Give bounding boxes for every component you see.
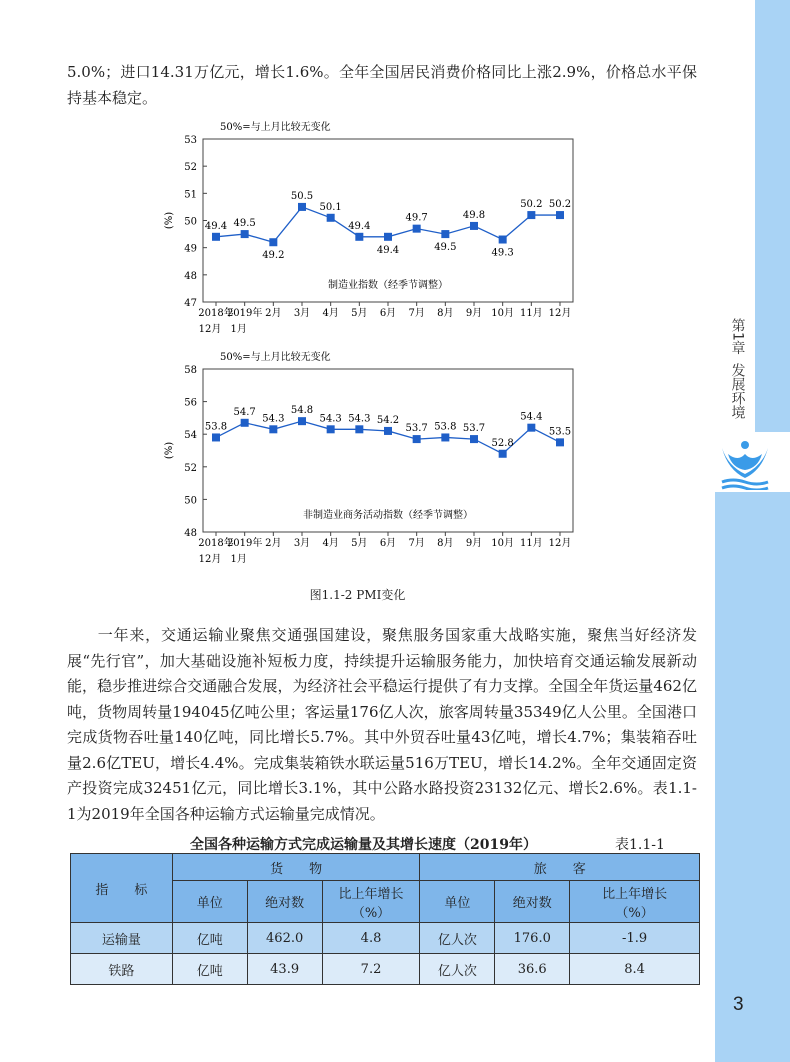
table-row xyxy=(71,954,700,985)
data-point xyxy=(355,233,363,241)
data-label: 52.8 xyxy=(491,437,514,449)
paragraph-intro: 5.0%；进口14.31万亿元，增长1.6%。全年全国居民消费价格同比上涨2.9%，价格总水平保持基本稳定。 xyxy=(67,63,697,107)
y-tick-label: 52 xyxy=(184,162,197,174)
x-tick-label: 4月 xyxy=(322,308,339,319)
data-label: 53.7 xyxy=(405,423,428,435)
data-point xyxy=(499,450,507,458)
x-tick-label: 8月 xyxy=(437,538,454,549)
growth-label: 比上年增长 xyxy=(602,886,668,902)
x-tick-label: 4月 xyxy=(322,538,339,549)
chapter-logo-icon xyxy=(718,440,772,490)
chapter-label xyxy=(727,318,747,419)
x-tick-label: 10月 xyxy=(491,538,515,549)
header-passenger-abs: 绝对数 xyxy=(495,881,570,923)
x-tick-label: 11月 xyxy=(519,308,543,319)
data-label: 54.2 xyxy=(376,414,400,426)
data-point xyxy=(527,424,535,432)
chart-note: 50%=与上月比较无变化 xyxy=(220,352,331,363)
pct-label: （%） xyxy=(615,905,654,921)
x-tick-label: 12月 xyxy=(548,308,572,319)
y-tick-label: 56 xyxy=(184,397,197,409)
data-label: 49.3 xyxy=(491,247,514,259)
data-label: 49.4 xyxy=(348,220,371,232)
data-label: 54.8 xyxy=(290,405,314,417)
y-tick-label: 51 xyxy=(184,189,197,201)
data-point xyxy=(355,425,363,433)
x-tick-label: 12月 xyxy=(548,538,572,549)
y-tick-label: 49 xyxy=(184,243,197,255)
data-label: 54.3 xyxy=(348,413,371,425)
x-tick-label: 9月 xyxy=(465,538,483,549)
data-point xyxy=(327,214,335,222)
manufacturing-pmi-chart xyxy=(150,118,590,340)
cell: 亿人次 xyxy=(420,923,495,954)
x-tick-label: 11月 xyxy=(519,538,543,549)
x-tick-label: 2018年 xyxy=(198,308,234,319)
data-label: 54.3 xyxy=(262,413,285,425)
x-tick-label: 3月 xyxy=(293,538,311,549)
data-point xyxy=(441,230,449,238)
x-tick-label: 2018年 xyxy=(198,538,234,549)
table-number: 表1.1-1 xyxy=(615,837,665,853)
data-label: 49.2 xyxy=(262,250,285,262)
table-row xyxy=(71,923,700,954)
cell: 亿吨 xyxy=(172,923,247,954)
data-label: 53.7 xyxy=(462,423,486,435)
pct-label: （%） xyxy=(351,905,391,921)
header-passenger: 旅 客 xyxy=(420,854,700,881)
data-point xyxy=(269,425,277,433)
data-label: 54.7 xyxy=(233,406,256,418)
figure-caption: 图1.1-2 PMI变化 xyxy=(309,588,406,602)
x-tick-label: 10月 xyxy=(491,308,515,319)
data-point xyxy=(470,435,478,443)
header-passenger-unit: 单位 xyxy=(420,881,495,923)
data-point xyxy=(441,433,449,441)
data-label: 54.3 xyxy=(319,413,342,425)
data-label: 50.1 xyxy=(319,201,342,213)
side-margin-band xyxy=(715,492,790,1062)
x-tick-label: 9月 xyxy=(465,308,483,319)
x-tick-label: 6月 xyxy=(379,308,397,319)
data-point xyxy=(298,417,306,425)
x-tick-label: 2月 xyxy=(265,538,282,549)
x-tick-label: 8月 xyxy=(437,308,454,319)
data-label: 50.2 xyxy=(548,199,572,211)
growth-label: 比上年增长 xyxy=(338,886,404,902)
data-point xyxy=(241,230,249,238)
data-point xyxy=(241,419,249,427)
data-label: 53.8 xyxy=(434,421,457,433)
header-freight-unit: 单位 xyxy=(172,881,247,923)
plot-frame xyxy=(203,139,573,302)
x-tick-label: 7月 xyxy=(408,308,425,319)
chapter-number: 第1章 xyxy=(729,318,746,355)
y-tick-label: 47 xyxy=(184,298,197,309)
data-point xyxy=(384,427,392,435)
data-point xyxy=(327,425,335,433)
header-freight-growth xyxy=(322,881,420,923)
data-point xyxy=(556,438,564,446)
cell: 176.0 xyxy=(495,923,570,954)
data-label: 49.4 xyxy=(376,244,400,256)
side-tab-strip xyxy=(755,0,790,432)
header-freight-abs: 绝对数 xyxy=(247,881,322,923)
data-label: 53.5 xyxy=(548,426,572,438)
y-axis-label: (%) xyxy=(164,441,175,460)
chapter-title: 发展环境 xyxy=(729,362,746,419)
plot-frame xyxy=(203,369,573,532)
y-tick-label: 58 xyxy=(184,365,197,376)
data-point xyxy=(527,211,535,219)
x-tick-label: 3月 xyxy=(293,308,311,319)
chart-title: 非制造业商务活动指数（经季节调整） xyxy=(303,510,473,521)
row-name: 铁路 xyxy=(71,954,173,985)
page-number: 3 xyxy=(733,994,744,1015)
data-point xyxy=(384,233,392,241)
y-tick-label: 50 xyxy=(184,495,197,507)
x-tick-label: 6月 xyxy=(379,538,397,549)
data-point xyxy=(413,435,421,443)
data-label: 50.2 xyxy=(520,199,543,211)
y-tick-label: 54 xyxy=(184,430,197,442)
header-freight: 货 物 xyxy=(172,854,420,881)
row-name: 运输量 xyxy=(71,923,173,954)
cell: 4.8 xyxy=(322,923,420,954)
data-label: 49.5 xyxy=(233,218,256,230)
y-tick-label: 50 xyxy=(184,216,197,228)
data-label: 49.8 xyxy=(462,209,486,221)
chart-note: 50%=与上月比较无变化 xyxy=(220,122,331,133)
data-point xyxy=(212,233,220,241)
cell: -1.9 xyxy=(570,923,700,954)
cell: 36.6 xyxy=(495,954,570,985)
data-label: 49.7 xyxy=(405,212,428,224)
x-tick-label: 1月 xyxy=(230,554,247,565)
data-point xyxy=(298,203,306,211)
x-tick-label: 7月 xyxy=(408,538,425,549)
data-label: 53.8 xyxy=(204,421,228,433)
chart-title: 制造业指数（经季节调整） xyxy=(328,280,448,291)
transport-volume-table xyxy=(70,853,700,985)
x-tick-label: 2019年 xyxy=(226,538,263,549)
paragraph-transport xyxy=(67,623,697,827)
paragraph-text: 一年来，交通运输业聚焦交通强国建设，聚焦服务国家重大战略实施，聚焦当好经济发展“先行官”，加大基础设施补短板力度，持续提升运输服务能力，加快培育交通运输发展新动能，稳步推进综合交通融合发展，为经济社会平稳运行提供了有力支撑。全国全年货运量462亿吨，货物周转量194045亿吨公里；客运量176亿人次，旅客周转量35349亿人公里。全国港口完成货物吞吐量140亿吨，同比增长5.7%。其中外贸吞吐量43亿吨，增长4.7%；集装箱吞吐量2.6亿TEU，增长4.4%。完成集装箱铁水联运量516万TEU，增长14.2%。全年交通固定资产投资完成32451亿元，同比增长3.1%，其中公路水路投资23132亿元、增长2.6%。表1.1-1为2019年全国各种运输方式运输量完成情况。 xyxy=(67,626,697,823)
y-tick-label: 48 xyxy=(184,528,197,539)
data-point xyxy=(499,236,507,244)
x-tick-label: 12月 xyxy=(198,324,222,335)
cell: 43.9 xyxy=(247,954,322,985)
cell: 462.0 xyxy=(247,923,322,954)
data-point xyxy=(470,222,478,230)
cell: 亿吨 xyxy=(172,954,247,985)
header-indicator: 指 标 xyxy=(71,854,173,923)
x-tick-label: 12月 xyxy=(198,554,222,565)
table-title: 全国各种运输方式完成运输量及其增长速度（2019年） xyxy=(190,837,537,853)
header-passenger-growth xyxy=(570,881,700,923)
data-label: 49.4 xyxy=(204,220,228,232)
data-label: 50.5 xyxy=(290,190,314,202)
cell: 7.2 xyxy=(322,954,420,985)
x-tick-label: 1月 xyxy=(230,324,247,335)
x-tick-label: 5月 xyxy=(351,538,368,549)
x-tick-label: 2月 xyxy=(265,308,282,319)
y-tick-label: 52 xyxy=(184,462,197,474)
cell: 8.4 xyxy=(570,954,700,985)
x-tick-label: 5月 xyxy=(351,308,368,319)
data-point xyxy=(413,225,421,233)
non-manufacturing-pmi-chart xyxy=(150,348,590,570)
data-label: 49.5 xyxy=(434,242,457,254)
x-tick-label: 2019年 xyxy=(226,308,263,319)
y-tick-label: 48 xyxy=(184,270,197,282)
y-tick-label: 53 xyxy=(184,135,197,146)
y-axis-label: (%) xyxy=(164,211,175,230)
data-point xyxy=(269,238,277,246)
data-point xyxy=(556,211,564,219)
data-label: 54.4 xyxy=(520,411,543,423)
cell: 亿人次 xyxy=(420,954,495,985)
data-point xyxy=(212,433,220,441)
